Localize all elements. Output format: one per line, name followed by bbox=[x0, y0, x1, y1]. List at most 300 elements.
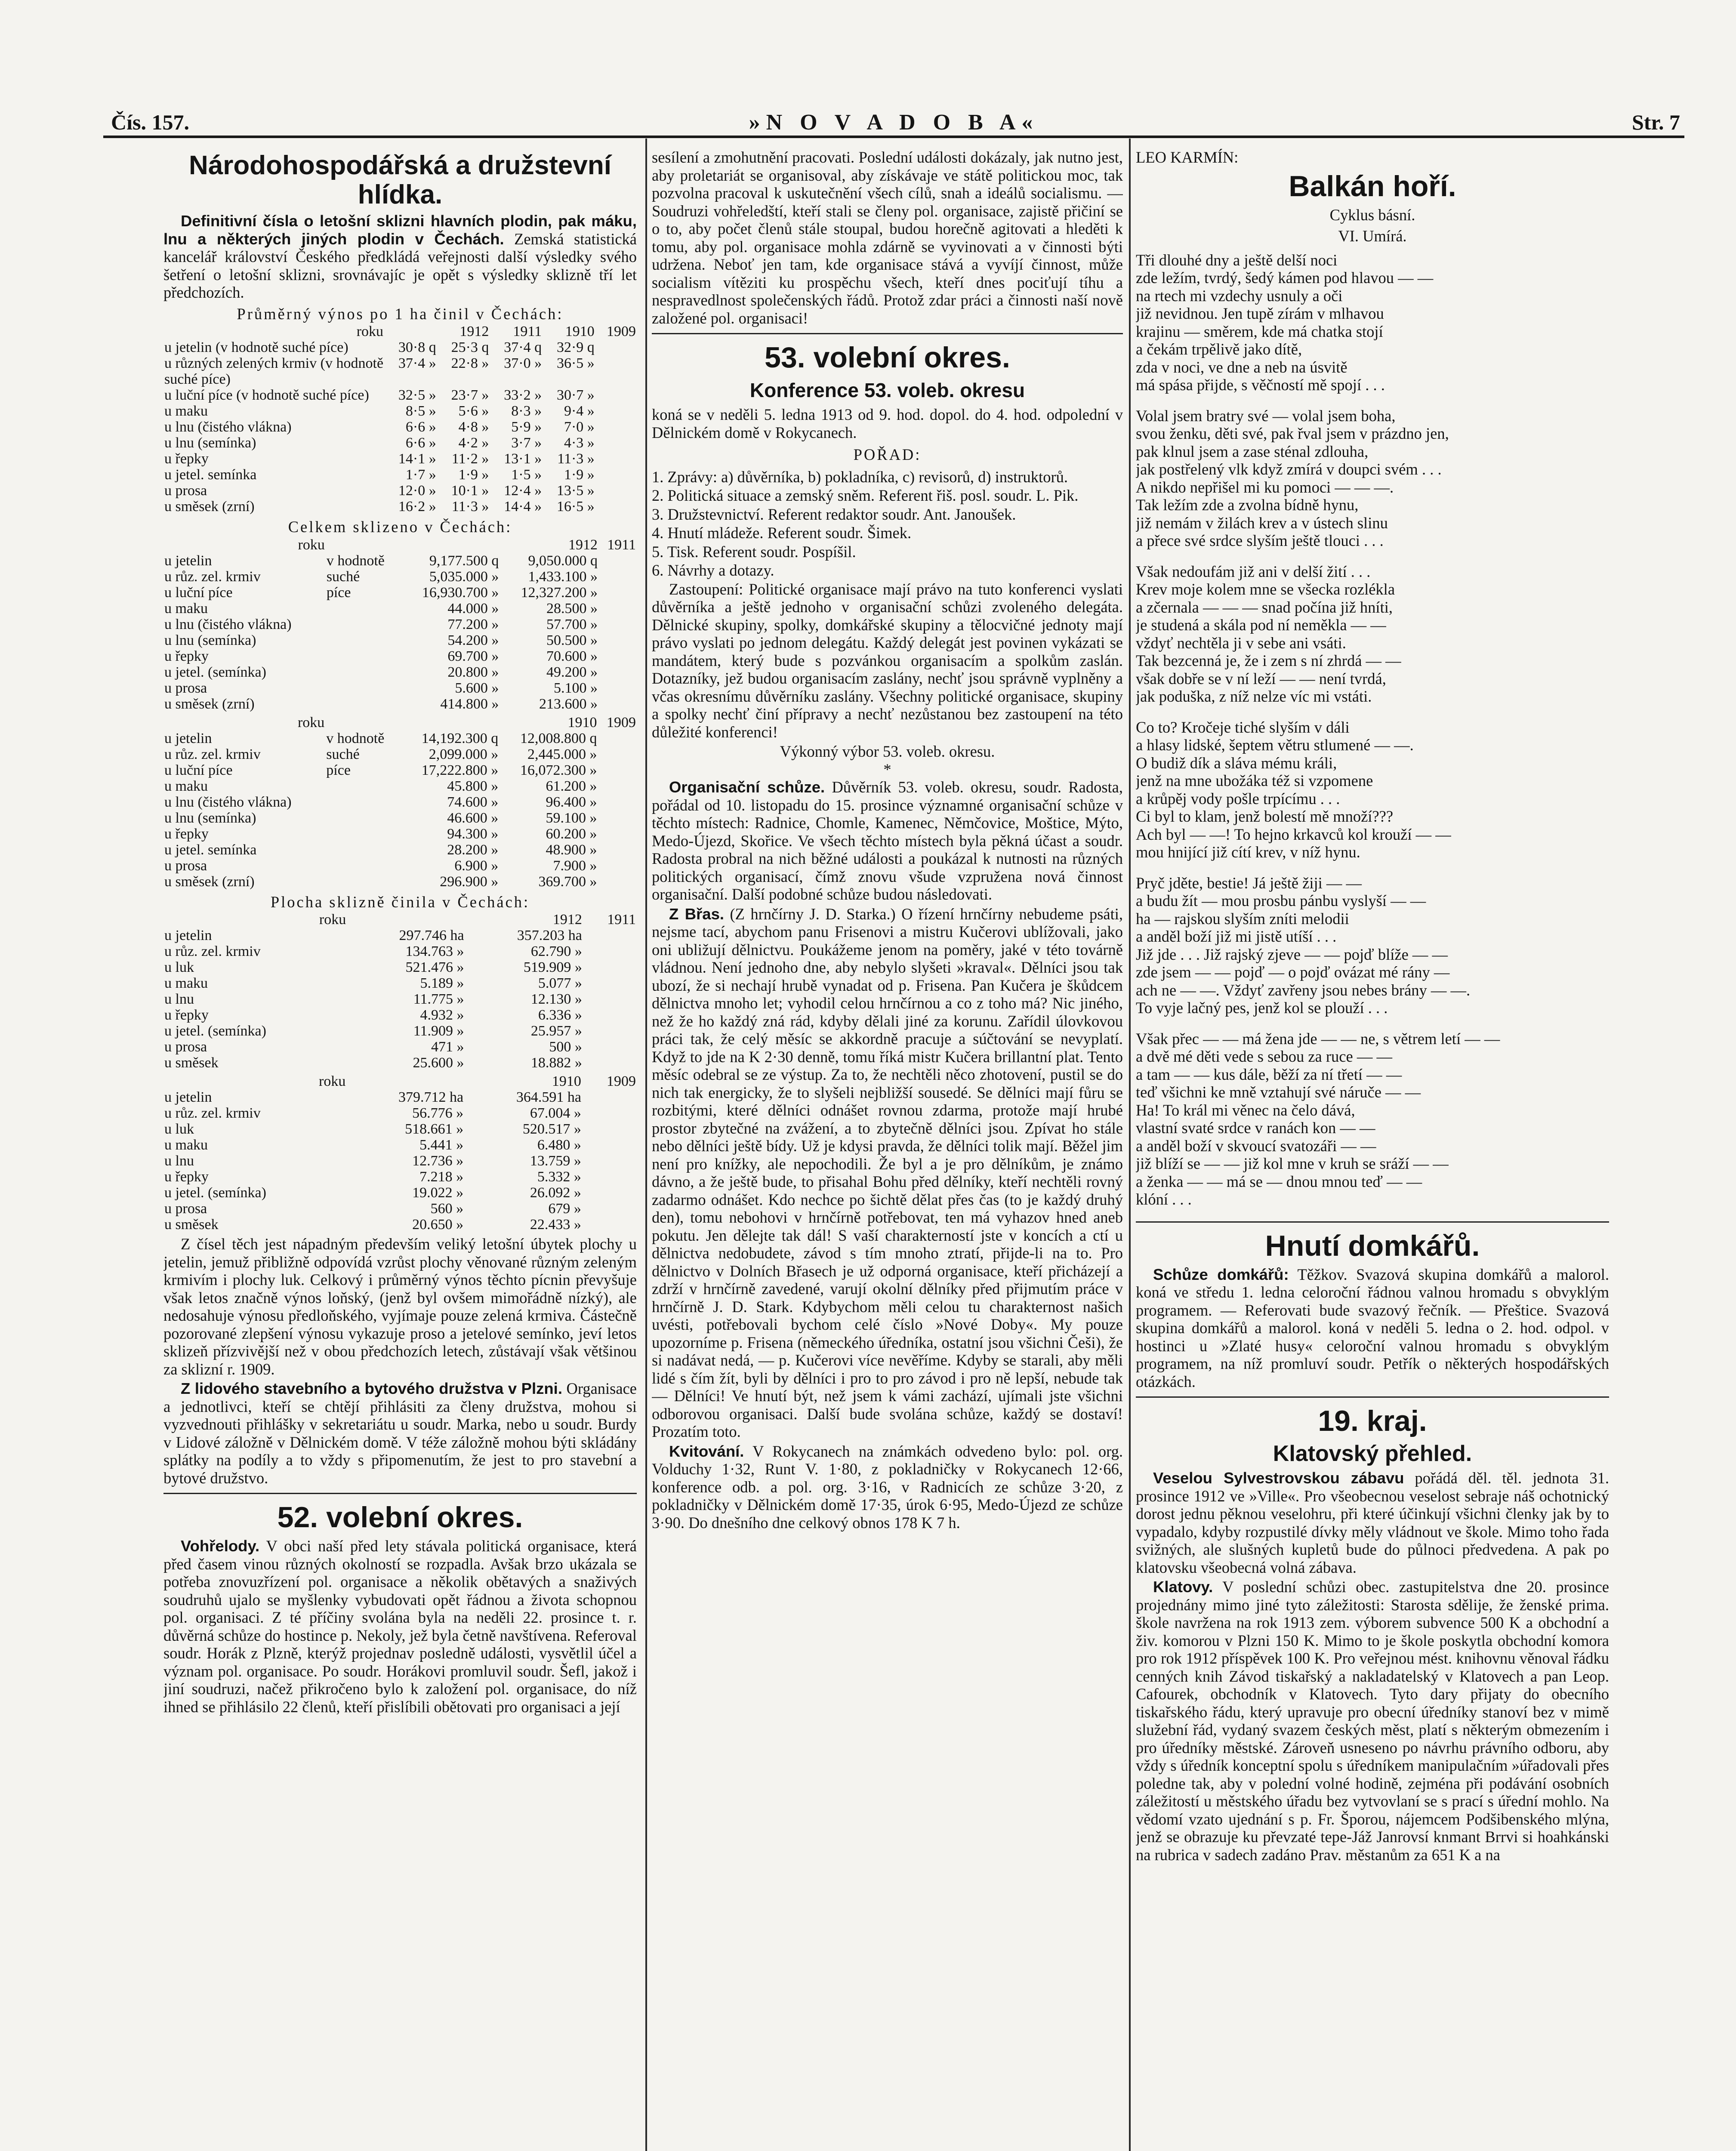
poem-line: Volal jsem bratry své — volal jsem boha, bbox=[1136, 407, 1396, 425]
article-text: sesílení a zmohutnění pracovati. Poslední události dokázaly, jak nutno jest, aby proletariát se organisoval, aby získávaje ve státě politickou moc, tak pozvolna pracoval k uskutečnění všech cílů, snah a ideálů socialismu. — Soudruzi vohřeledští, kteří stali se členy pol. organisace, zajistě přičiní se o to, aby počet členů stále stoupal, budou horečně agitovati a hleděti k tomu, aby pol. organisace mohla zdárně se vyvinovati a v činnosti býti udržena. Neboť jen tam, kde organisace stává a vyvíjí činnost, může socialism vítěziti ku prospěchu všech, kteří dnes pociťují tíhu a nespravedlnost společenských řádů. Protož zdar práci a činnosti naší nově založené pol. organisaci! bbox=[652, 148, 1123, 327]
table-cell: 67.004 » bbox=[530, 1105, 581, 1121]
poem-line: Tak ležím zde a zvolna bídně hynu, bbox=[1136, 496, 1359, 514]
table-header-cell: 1910 bbox=[552, 1073, 581, 1089]
table-row bbox=[163, 569, 637, 585]
section-heading: 19. kraj. bbox=[1318, 1405, 1427, 1437]
table-cell: 60.200 » bbox=[546, 826, 597, 842]
table-cell: 1·7 » bbox=[405, 467, 436, 483]
table-cell: u řepky bbox=[164, 648, 209, 664]
section-heading: Hnutí domkářů. bbox=[1265, 1229, 1480, 1262]
table-cell: 22·8 » bbox=[451, 355, 489, 371]
table-header-cell: 1911 bbox=[513, 324, 542, 339]
table-cell: v hodnotě bbox=[326, 552, 385, 569]
article-text: Důvěrník 53. voleb. okresu, soudr. Radosta, pořádal od 10. listopadu do 15. prosince významné organisační schůze v těchto místech: Radnice, Chomle, Kamenec, Němčovice, Moštice, Mýto, Medo-Újezd, Skořice. Ve všech těchto místech byla pěkná účast a soudr. Radosta probral na nich běžné události a poukázal k nutnosti na různých politických organisací, čímž znovu všude vzpružena nová činnost organisační. Další podobné schůze budou následovati. bbox=[652, 778, 1123, 903]
table-header-cell: 1909 bbox=[607, 324, 636, 339]
table-row bbox=[163, 826, 637, 842]
poem-line: a hlasy lidské, šeptem větru stlumené — —. bbox=[1136, 736, 1414, 754]
program-item: 1. Zprávy: a) důvěrníka, b) pokladníka, c) revisorů, d) instruktorů. bbox=[652, 468, 1068, 486]
divider bbox=[1136, 1396, 1609, 1398]
table-row bbox=[163, 499, 637, 515]
table-cell: 6.480 » bbox=[537, 1137, 581, 1153]
table-row bbox=[163, 553, 637, 569]
article-lead: Klatovy. bbox=[1153, 1578, 1213, 1596]
divider bbox=[1136, 1221, 1609, 1223]
table-row bbox=[163, 1185, 637, 1201]
table-header-cell: 1912 bbox=[459, 324, 489, 339]
poem-line: Ach byl — —! To hejno krkavců kol krouží — — bbox=[1136, 825, 1451, 843]
table-cell: 4·2 » bbox=[458, 435, 489, 451]
table-cell: u lnu (čistého vlákna) bbox=[164, 794, 292, 810]
table-cell: 69.700 » bbox=[447, 648, 499, 664]
table-cell: 77.200 » bbox=[447, 616, 499, 632]
table-header-cell: roku bbox=[356, 324, 384, 339]
table-cell: 471 » bbox=[431, 1039, 464, 1055]
column-rule-1 bbox=[645, 139, 647, 2151]
table-cell: u řepky bbox=[164, 451, 209, 467]
article-lead: Z lidového stavebního a bytového družstva v Plzni. bbox=[181, 1380, 562, 1397]
table-row bbox=[163, 991, 637, 1007]
poem-line: To vyje lačný pes, jenž kol se plouží . . . bbox=[1136, 999, 1388, 1017]
table-cell: 5.077 » bbox=[538, 975, 582, 991]
divider: * bbox=[883, 760, 891, 778]
table-row bbox=[163, 730, 637, 746]
poem-line: Ci byl to klam, jenž bolestí mě množí??? bbox=[1136, 807, 1394, 825]
table-cell: 17,222.800 » bbox=[421, 762, 499, 778]
article-lead: Vohřelody. bbox=[181, 1537, 260, 1555]
table-cell: u jetel. semínka bbox=[164, 467, 257, 483]
table-row bbox=[163, 1055, 637, 1071]
table-row bbox=[163, 778, 637, 794]
table-cell: u růz. zel. krmiv bbox=[164, 746, 261, 762]
table-cell: u řepky bbox=[164, 826, 209, 842]
table-cell: u prosa bbox=[164, 483, 207, 499]
divider bbox=[163, 1493, 637, 1494]
table-row bbox=[163, 842, 637, 858]
table-header-cell: 1911 bbox=[607, 536, 636, 553]
poem-line: Však přec — — má žena jde — — ne, s větrem letí — — bbox=[1136, 1029, 1500, 1048]
harvest-table-1910 bbox=[163, 715, 637, 890]
table-row bbox=[163, 1169, 637, 1185]
poem-line: zde ležím, tvrdý, šedý kámen pod hlavou — — bbox=[1136, 269, 1434, 287]
program-list bbox=[652, 468, 1123, 579]
table-cell: 364.591 ha bbox=[516, 1089, 581, 1105]
table-cell: u lnu (čistého vlákna) bbox=[164, 419, 292, 435]
table-cell: u růz. zel. krmiv bbox=[164, 943, 261, 959]
table-cell: 59.100 » bbox=[546, 810, 597, 826]
table-row bbox=[163, 1121, 637, 1137]
table-cell: 6.900 » bbox=[454, 857, 499, 874]
table-row bbox=[163, 355, 637, 387]
poem-part: VI. Umírá. bbox=[1338, 227, 1407, 245]
section-heading: Národohospodářská a družstevní hlídka. bbox=[189, 151, 611, 210]
table-cell: 20.800 » bbox=[447, 664, 499, 680]
table-cell bbox=[326, 696, 401, 712]
table-cell: 96.400 » bbox=[546, 794, 597, 810]
table-cell: 74.600 » bbox=[447, 794, 499, 810]
table-row bbox=[163, 467, 637, 483]
table-cell: 16·2 » bbox=[398, 499, 436, 515]
table-header-cell: 1910 bbox=[565, 324, 595, 339]
signature: Výkonný výbor 53. voleb. okresu. bbox=[780, 743, 995, 760]
table-row bbox=[163, 403, 637, 419]
table-cell: u jetel. (semínka) bbox=[164, 1185, 266, 1201]
table-cell: 45.800 » bbox=[447, 778, 499, 794]
table-cell: 11·3 » bbox=[451, 499, 489, 515]
table-row bbox=[163, 435, 637, 451]
section-subheading: Klatovský přehled. bbox=[1273, 1441, 1472, 1466]
table-cell: 2,445.000 » bbox=[527, 746, 597, 762]
table-row bbox=[163, 696, 637, 712]
poem-line: Tři dlouhé dny a ještě delší noci bbox=[1136, 251, 1338, 269]
table-cell: 32·9 q bbox=[556, 339, 595, 355]
table-row bbox=[163, 585, 637, 601]
table-cell: u směsek (zrní) bbox=[164, 696, 255, 712]
table-cell: 369.700 » bbox=[538, 873, 597, 890]
table-cell: 20.650 » bbox=[412, 1217, 464, 1233]
table-cell: u luk bbox=[164, 1121, 194, 1137]
table-row bbox=[163, 1105, 637, 1121]
table-row bbox=[163, 810, 637, 826]
table-cell: 4·3 » bbox=[564, 435, 595, 451]
table-cell: 13·5 » bbox=[556, 483, 595, 499]
table-cell: u jetelin bbox=[164, 1089, 212, 1105]
table-row bbox=[163, 339, 637, 355]
table-cell: 521.476 » bbox=[405, 959, 464, 975]
table-cell: u prosa bbox=[164, 857, 207, 874]
table-cell: u různých zelených krmiv (v hodnotě suché píce) bbox=[164, 355, 384, 387]
table-cell: 9,177.500 q bbox=[429, 552, 499, 569]
table-cell: 4.932 » bbox=[420, 1007, 464, 1023]
table-row bbox=[163, 1089, 637, 1105]
table-caption: Plocha sklizně činila v Čechách: bbox=[270, 893, 530, 911]
table-cell: 213.600 » bbox=[539, 696, 598, 712]
table-cell: 37·4 q bbox=[504, 339, 542, 355]
table-cell: 32·5 » bbox=[398, 387, 436, 403]
table-cell: u maku bbox=[164, 778, 208, 794]
table-cell bbox=[325, 874, 401, 890]
table-row bbox=[163, 648, 637, 664]
table-cell: 5.100 » bbox=[553, 680, 598, 696]
table-cell: v hodnotě bbox=[326, 730, 385, 746]
table-cell: 14·4 » bbox=[504, 499, 542, 515]
poem-line: je studená a skála pod ní neměkla — — bbox=[1136, 616, 1386, 634]
table-cell: 48.900 » bbox=[546, 841, 597, 858]
table-cell: u prosa bbox=[164, 680, 207, 696]
table-cell: 50.500 » bbox=[546, 632, 598, 648]
poem-line: a čekám trpělivě jako dítě, bbox=[1136, 340, 1302, 358]
section-heading: 52. volební okres. bbox=[277, 1501, 523, 1534]
table-header-row bbox=[163, 912, 637, 928]
poem-line: Však nedoufám již ani v delší žití . . . bbox=[1136, 562, 1371, 580]
poem-line: Ha! To král mi věnec na čelo dává, bbox=[1136, 1101, 1355, 1119]
table-cell bbox=[326, 601, 401, 616]
column-3 bbox=[1136, 148, 1609, 2151]
table-cell: u jetelin bbox=[164, 928, 212, 943]
table-row bbox=[163, 680, 637, 696]
table-cell: 16·5 » bbox=[556, 499, 595, 515]
poem-line: a dvě mé děti vede s sebou za ruce — — bbox=[1136, 1048, 1392, 1065]
poem-stanza bbox=[1136, 251, 1609, 394]
table-header-cell: roku bbox=[319, 1073, 346, 1089]
table-cell: 357.203 ha bbox=[517, 928, 582, 943]
table-cell: 1·9 » bbox=[458, 467, 489, 483]
table-cell: 28.500 » bbox=[546, 600, 598, 616]
table-cell: u luční píce bbox=[164, 762, 233, 778]
table-cell: u luční píce (v hodnotě suché píce) bbox=[164, 387, 369, 403]
poem-stanza bbox=[1136, 407, 1609, 550]
table-cell: 62.790 » bbox=[530, 943, 582, 959]
table-cell: suché bbox=[326, 746, 360, 762]
table-cell: 5·6 » bbox=[458, 403, 489, 419]
table-cell: 3·7 » bbox=[511, 435, 542, 451]
poem-line: má spása přijde, s věčností mě spojí . . . bbox=[1136, 376, 1385, 394]
table-cell: u jetel. (semínka) bbox=[164, 664, 266, 680]
table-cell: 11.775 » bbox=[413, 991, 464, 1007]
table-cell: 16,930.700 » bbox=[422, 584, 499, 601]
table-cell: 1·5 » bbox=[511, 467, 542, 483]
table-cell: píce bbox=[326, 584, 351, 601]
poem-author: LEO KARMÍN: bbox=[1136, 148, 1239, 166]
table-cell bbox=[326, 632, 401, 648]
table-cell: 12,327.200 » bbox=[521, 584, 598, 601]
table-cell: u směsek (zrní) bbox=[164, 873, 255, 890]
table-cell: u růz. zel. krmiv bbox=[164, 568, 261, 585]
poem-line: teď všichni ke mně vztahují své náruče — — bbox=[1136, 1083, 1421, 1101]
table-cell bbox=[325, 810, 401, 826]
poem-line: ach ne — —. Vždyť zavřeny jsou nebes brány — —. bbox=[1136, 981, 1471, 999]
table-cell: u řepky bbox=[164, 1169, 209, 1185]
poem-line: O budiž dík a sláva mému králi, bbox=[1136, 754, 1337, 772]
table-cell: 12.736 » bbox=[412, 1153, 464, 1169]
table-cell: 12·4 » bbox=[504, 483, 542, 499]
table-cell: 5.441 » bbox=[419, 1137, 464, 1153]
table-row bbox=[163, 616, 637, 632]
table-cell: 23·7 » bbox=[451, 387, 489, 403]
poem-line: jak postřelený vlk když zmírá v doupci svém . . . bbox=[1136, 460, 1442, 478]
table-cell: u jetel. semínka bbox=[164, 841, 257, 858]
poem-body bbox=[1136, 251, 1609, 1208]
article-text: V obci naší před lety stávala politická organisace, která před časem vinou různých okolností se rozpadla. Avšak brzo ukázala se potřeba znovuzřízení pol. organisace a několik obětavých a snaživých soudruhů ujalo se myšlenky vybudovati opět řádnou a života schopnou pol. organisaci. Z té příčiny svolána byla na neděli 22. prosince t. r. důvěrná schůze do hostince p. Nekoly, jež byla četně navštívena. Referoval soudr. Horák z Plzně, kterýž projednav posledně události, vysvětlil účel a význam pol. organisace. Po soudr. Horákovi promluvil soudr. Šefl, jakož i jiní soudruzi, načež přikročeno bylo k založení pol. organisace, do níž ihned se přihlásilo 22 členů, kteří přislíbili obětovati pro organisaci a její bbox=[163, 1537, 637, 1716]
harvest-table-1912 bbox=[163, 537, 637, 712]
program-item: 3. Družstevnictví. Referent redaktor soudr. Ant. Janoušek. bbox=[652, 505, 1016, 523]
table-cell: 13.759 » bbox=[530, 1153, 581, 1169]
poem-stanza bbox=[1136, 1030, 1609, 1208]
table-header-cell: 1910 bbox=[567, 714, 597, 730]
poem-line: a ženka — — má se — dnou mnou teď — — bbox=[1136, 1172, 1422, 1190]
table-cell: 5.600 » bbox=[455, 680, 499, 696]
table-cell: 5·9 » bbox=[511, 419, 542, 435]
table-cell: 37·0 » bbox=[504, 355, 542, 371]
table-header-row bbox=[163, 715, 637, 730]
table-cell: u směsek bbox=[164, 1055, 219, 1071]
table-cell: 8·5 » bbox=[405, 403, 436, 419]
issue-number: Čís. 157. bbox=[111, 110, 189, 134]
poem-line: a zčernala — — — snad počína již hníti, bbox=[1136, 598, 1393, 616]
poem-line: svou ženku, děti své, pak řval jsem v prázdno jen, bbox=[1136, 425, 1449, 442]
table-header-row bbox=[163, 537, 637, 553]
table-cell: 5,035.000 » bbox=[429, 568, 499, 585]
table-cell: 25.600 » bbox=[413, 1055, 464, 1071]
table-row bbox=[163, 1137, 637, 1153]
program-item: 6. Návrhy a dotazy. bbox=[652, 561, 774, 579]
table-row bbox=[163, 483, 637, 499]
table-row bbox=[163, 664, 637, 680]
table-cell bbox=[326, 680, 401, 696]
table-cell: u maku bbox=[164, 403, 208, 419]
table-cell: u jetelin bbox=[164, 552, 212, 569]
poem-line: zda v noci, ve dne a neb na úsvitě bbox=[1136, 358, 1347, 376]
table-header-row bbox=[163, 324, 637, 339]
table-cell: u lnu bbox=[164, 991, 194, 1007]
poem-title: Balkán hoří. bbox=[1289, 169, 1456, 203]
article-lead: Z Břas. bbox=[669, 905, 725, 923]
program-item: 4. Hnutí mládeže. Referent soudr. Šimek. bbox=[652, 524, 912, 542]
poem-line: vlastní svaté srdce v ranách kon — — bbox=[1136, 1119, 1375, 1137]
table-cell: 12.130 » bbox=[530, 991, 582, 1007]
table-cell: 520.517 » bbox=[522, 1121, 581, 1137]
poem-line: Krev moje kolem mne se všecka rozlékla bbox=[1136, 580, 1395, 598]
poem-line: klóní . . . bbox=[1136, 1190, 1192, 1208]
table-cell: u jetelin (v hodnotě suché píce) bbox=[164, 339, 348, 355]
poem-line: a tam — — kus dále, běží za ní třetí — — bbox=[1136, 1065, 1402, 1083]
table-row bbox=[163, 601, 637, 616]
page-header bbox=[103, 101, 1684, 138]
article-text: Z čísel těch jest nápadným především veliký letošní úbytek plochy u jetelin, jemuž přibližně odpovídá vzrůst plochy věnované různým zeleným krmivím i plochy luk. Celkový i průměrný výnos těchto pícnin převyšuje však letos značně výnos loňský, (jenž byl ovšem mimořádně nízký), ale nedosahuje výnosu předloňského, vyjímaje pouze zelená krmiva. Částečně pozorované zlepšení výnosu vykazuje proso a jetelové semínko, jeví letos sklizeň přízvivější než v obou předchozích letech, zůstávají však většinou za sklizní r. 1909. bbox=[163, 1235, 637, 1378]
table-cell: u prosa bbox=[164, 1039, 207, 1055]
poem-line: a anděl boží již mi jistě utíší . . . bbox=[1136, 928, 1337, 945]
table-cell: u jetel. (semínka) bbox=[164, 1023, 266, 1039]
table-cell: 10·1 » bbox=[451, 483, 489, 499]
table-cell: u luk bbox=[164, 959, 194, 975]
table-cell: 9,050.000 q bbox=[528, 552, 598, 569]
article-text: Zemská statistická kancelář království Českého předkládá veřejnosti další výsledky svého šetření o letošní sklizni, srovnávajíc je opět s výsledky sklizně tří let předchozích. bbox=[163, 230, 637, 301]
poem-line: a budu žít — mou prosbu pánbu vyslyší — — bbox=[1136, 892, 1426, 909]
table-row bbox=[163, 959, 637, 975]
table-cell: 6·6 » bbox=[405, 419, 436, 435]
poem-line: však dobře se v ní leží — — není tvrdá, bbox=[1136, 669, 1386, 687]
table-row bbox=[163, 874, 637, 890]
table-row bbox=[163, 1217, 637, 1233]
poem-line: jak poduška, z níž nelze víc mi vstáti. bbox=[1136, 687, 1372, 705]
table-header-cell: 1909 bbox=[607, 1073, 636, 1089]
table-row bbox=[163, 794, 637, 810]
table-cell: 11·2 » bbox=[451, 451, 489, 467]
poem-line: a krůpěj vody pošle trpícímu . . . bbox=[1136, 789, 1340, 807]
table-cell: 54.200 » bbox=[447, 632, 499, 648]
poem-stanza bbox=[1136, 718, 1609, 861]
table-cell: 4·8 » bbox=[458, 419, 489, 435]
article-text: V Rokycanech na známkách odvedeno bylo: pol. org. Volduchy 1·32, Runt V. 1·80, z pokladničky v Rokycanech 12·66, konference odb. a pol. org. 3·16, v Radnicích ze schůze 3·20, z pokladničky v Dělnickém domě 17·35, úrok 6·95, Medo-Újezd ze schůze 3·90. Do dnešního dne celkový obnos 178 K 7 h. bbox=[652, 1442, 1123, 1532]
table-cell: 560 » bbox=[430, 1201, 464, 1217]
column-2 bbox=[652, 148, 1123, 2151]
table-cell: 14,192.300 q bbox=[421, 730, 499, 746]
table-cell: 297.746 ha bbox=[399, 928, 464, 943]
table-cell bbox=[325, 794, 401, 810]
table-cell: 94.300 » bbox=[447, 826, 499, 842]
poem-line: Pryč jděte, bestie! Já ještě žiji — — bbox=[1136, 874, 1362, 892]
column-rule-2 bbox=[1129, 139, 1131, 2151]
program-title: POŘAD: bbox=[853, 446, 922, 463]
table-cell: 7·0 » bbox=[564, 419, 595, 435]
table-cell: 7.900 » bbox=[553, 857, 597, 874]
table-header-cell: roku bbox=[297, 714, 325, 730]
table-cell: 5.189 » bbox=[420, 975, 464, 991]
table-header-cell: roku bbox=[298, 536, 325, 553]
poem-line: Tak bezcenná je, že i zem s ní zhrdá — — bbox=[1136, 652, 1401, 669]
table-cell: 500 » bbox=[549, 1039, 582, 1055]
table-cell bbox=[326, 648, 401, 664]
table-caption: Průměrný výnos po 1 ha činil v Čechách: bbox=[237, 305, 564, 323]
poem-line: Co to? Kročeje tiché slyším v dáli bbox=[1136, 718, 1350, 736]
program-item: 2. Politická situace a zemský sněm. Referent řiš. posl. soudr. L. Pik. bbox=[652, 487, 1079, 504]
table-cell bbox=[326, 664, 401, 680]
table-row bbox=[163, 762, 637, 778]
table-cell: 7.218 » bbox=[419, 1169, 464, 1185]
table-cell: u luční píce bbox=[164, 584, 233, 601]
table-row bbox=[163, 451, 637, 467]
table-cell: 26.092 » bbox=[530, 1185, 581, 1201]
table-cell: u růz. zel. krmiv bbox=[164, 1105, 261, 1121]
poem-line: a anděl boží v skvoucí svatozáři — — bbox=[1136, 1137, 1376, 1155]
program-item: 5. Tisk. Referent soudr. Pospíšil. bbox=[652, 542, 856, 561]
table-cell: 1·9 » bbox=[564, 467, 595, 483]
article-text: koná se v neděli 5. ledna 1913 od 9. hod. dopol. do 4. hod. odpolední v Dělnickém domě v Rokycanech. bbox=[652, 406, 1123, 441]
table-cell: 19.022 » bbox=[412, 1185, 464, 1201]
table-cell: píce bbox=[326, 762, 351, 778]
table-row bbox=[163, 419, 637, 435]
table-cell: 25.957 » bbox=[530, 1023, 582, 1039]
poem-line: vždyť nechtěla ji v sebe ani vsáti. bbox=[1136, 634, 1346, 652]
table-cell: 134.763 » bbox=[405, 943, 464, 959]
table-cell: 30·7 » bbox=[556, 387, 595, 403]
table-row bbox=[163, 632, 637, 648]
table-cell: u směsek (zrní) bbox=[164, 499, 255, 515]
table-header-row bbox=[163, 1073, 637, 1089]
table-cell: 6·6 » bbox=[405, 435, 436, 451]
page-number: Str. 7 bbox=[1631, 110, 1680, 134]
table-cell: 12·0 » bbox=[398, 483, 436, 499]
table-cell bbox=[325, 842, 401, 858]
table-row bbox=[163, 928, 637, 943]
table-row bbox=[163, 1153, 637, 1169]
table-cell: 11·3 » bbox=[557, 451, 595, 467]
table-cell: 11.909 » bbox=[413, 1023, 464, 1039]
table-cell: 379.712 ha bbox=[398, 1089, 464, 1105]
table-cell: u řepky bbox=[164, 1007, 209, 1023]
table-header-cell: 1909 bbox=[607, 714, 636, 730]
article-text: V poslední schůzi obec. zastupitelstva dne 20. prosince projednány mimo jiné tyto záležitosti: Starosta sdělije, že ženské prima. škole navržena na rok 1913 zem. výborem subvence 500 K a obchodní a živ. komorou v Plzni 150 K. Mimo to je škole poskytla obchodní komora pro rok 1912 příspěvek 100 K. Pro veřejnou mést. knihovnu věnoval řádku cenných knih Závod tiskařský a nakladatelský v Klatovech a pan Leop. Cafourek, obchodník v Klatovech. Tyto dary přijaty do obecního tiskařského řádu, který upravuje pro obecní úředníky stanoví bez v mimě služební řád, vydaný svazem českých měst, platí s některým obmezením i pro úředníky městské. Zároveň usneseno po návrhu právního odboru, aby vždy s úředník konceptní spolu s úředníkem manipulačním »úřadovali přes poledne tak, aby v polední volné hodině, zejména při podávání osobních záležitostí u městského úřadu bez vytvovlaní se s prací s úřední mohlo. Na vědomí vzato ujednání s p. Fr. Šporou, nájemcem Podšibenského mlýna, jenž se obrazuje ku převzaté tepe-Jáž Janrovsí knmant Brrvi si hoahkánski na rubrica v sadech zadáno Prav. městanům za 651 K a na bbox=[1136, 1578, 1609, 1864]
table-caption: Celkem sklizeno v Čechách: bbox=[288, 518, 512, 536]
table-row bbox=[163, 943, 637, 959]
table-row bbox=[163, 387, 637, 403]
poem-stanza bbox=[1136, 563, 1609, 706]
table-cell: 30·8 q bbox=[398, 339, 436, 355]
table-cell: suché bbox=[326, 568, 360, 585]
table-cell: 56.776 » bbox=[412, 1105, 464, 1121]
table-cell: 679 » bbox=[548, 1201, 581, 1217]
poem-line: Již jde . . . Již rajský zjeve — — pojď blíže — — bbox=[1136, 945, 1448, 963]
poem-line: ha — rajskou slyším zníti melodii bbox=[1136, 909, 1349, 928]
table-header-cell: 1911 bbox=[607, 912, 636, 928]
poem-line: a přece své srdce slyším ještě tlouci . . . bbox=[1136, 532, 1384, 549]
table-cell bbox=[325, 858, 401, 874]
table-cell: u lnu (semínka) bbox=[164, 435, 256, 451]
table-cell: u maku bbox=[164, 975, 208, 991]
table-cell: 18.882 » bbox=[530, 1055, 582, 1071]
table-cell: 61.200 » bbox=[546, 778, 597, 794]
table-row bbox=[163, 1201, 637, 1217]
table-cell: 12,008.800 q bbox=[520, 730, 597, 746]
